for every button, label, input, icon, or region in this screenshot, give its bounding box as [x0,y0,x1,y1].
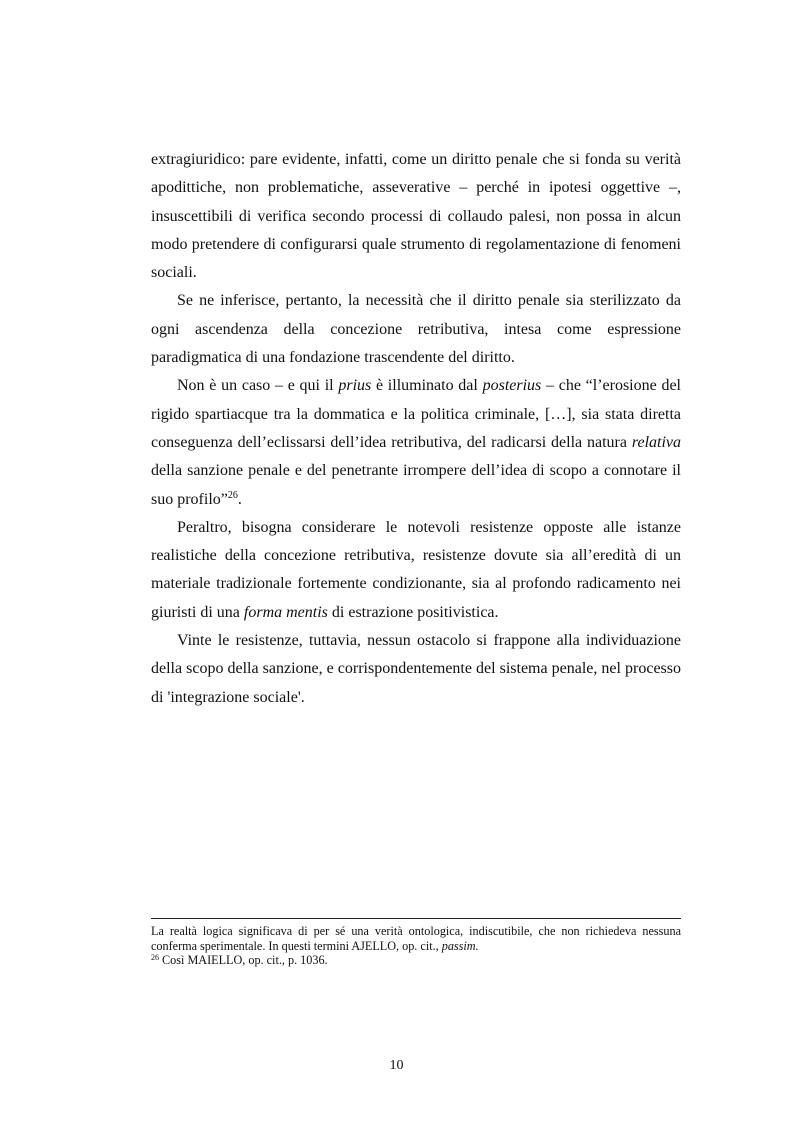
italic-passim: passim. [441,938,479,953]
footnote-continuation-text: La realtà logica significava di per sé una verità ontologica, indiscutibile, che non richiedeva nessuna conferma sperimentale. In questi termini AJELLO, op. cit., [151,924,681,953]
paragraph-3-text: è illuminato dal [371,377,483,395]
footnote-separator [151,918,681,919]
paragraph-5: Vinte le resistenze, tuttavia, nessun ostacolo si frappone alla individuazione della scopo della sanzione, e corrispondentemente del sistema penale, nel processo di 'integrazione sociale'. [151,632,681,706]
paragraph-3-text: Non è un caso – e qui il [177,377,339,395]
paragraph-3-text: . [237,490,242,508]
footnotes [151,924,681,968]
paragraph-4 [151,514,681,627]
italic-relativa: relativa [631,433,681,451]
page-number: 10 [389,1058,404,1073]
italic-posterius: posterius [482,377,542,395]
footnote-ref-26[interactable]: 26 [227,489,238,501]
paragraph-4-text: di estrazione positivistica. [327,603,499,621]
paragraph-4-text: Peraltro, bisogna considerare le notevoli resistenze opposte alle istanze realistiche della concezione retributiva, resistenze dovute sia all’eredità di un materiale tradizionale fortemente condizionante, sia al profondo radicamento nei giuristi di una [151,518,681,621]
footnote-26-text: Così MAIELLO, op. cit., p. 1036. [159,953,328,967]
main-text [151,146,681,712]
italic-prius: prius [338,377,372,395]
footnote-continuation [151,924,681,953]
italic-forma-mentis: forma mentis [243,603,328,621]
paragraph-1: extragiuridico: pare evidente, infatti, come un diritto penale che si fonda su verità apodittiche, non problematiche, asseverative – perché in ipotesi oggettive –, insuscettibili di verifica secondo processi di collaudo palesi, non possa in alcun modo pretendere di configurarsi quale strumento di regolamentazione di fenomeni sociali. [151,151,681,282]
paragraph-3-text: della sanzione penale e del penetrante irrompere dell’idea di scopo a connotare il suo profilo” [151,462,681,508]
footnote-number: 26 [151,953,159,962]
footnote-26 [151,953,681,968]
paragraph-3 [151,372,681,513]
paragraph-2: Se ne inferisce, pertanto, la necessità che il diritto penale sia sterilizzato da ogni ascendenza della concezione retributiva, intesa come espressione paradigmatica di una fondazione trascendente del diritto. [151,292,681,367]
paragraph-3-text: – che “l’erosione del rigido spartiacque tra la dommatica e la politica criminale, […], sia stata diretta conseguenza dell’eclissarsi dell’idea retributiva, del radicarsi della natura [151,377,682,451]
